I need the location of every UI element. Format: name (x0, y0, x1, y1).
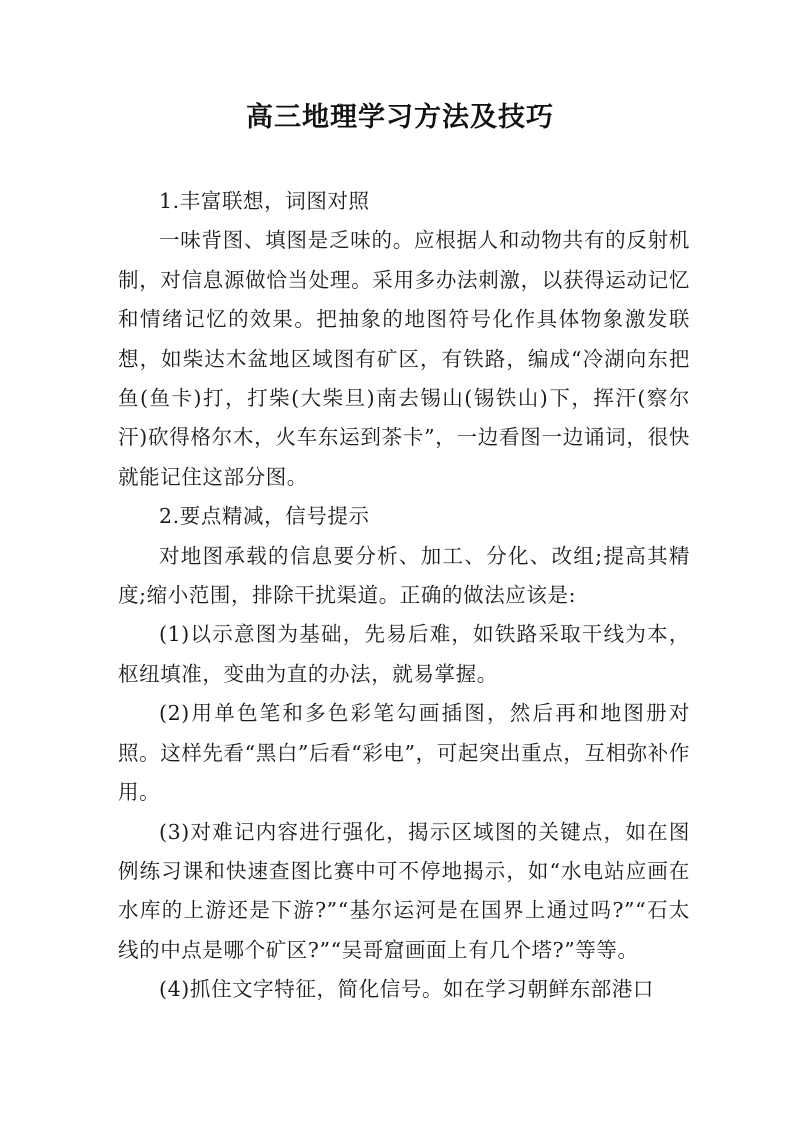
page-title: 高三地理学习方法及技巧 (246, 102, 554, 133)
document-body (118, 182, 690, 1010)
paragraph-item-1: (1)以示意图为基础，先易后难，如铁路采取干线为本，枢纽填准，变曲为直的办法，就易掌握。 (118, 622, 690, 686)
section-heading-1: 1.丰富联想，词图对照 (159, 189, 370, 213)
paragraph-item-4: (4)抓住文字特征，简化信号。如在学习朝鲜东部港口 (159, 977, 655, 1002)
paragraph-2: 对地图承载的信息要分析、加工、分化、改组;提高其精度;缩小范围，排除干扰渠道。正确的做法应该是: (118, 543, 690, 608)
section-heading-2: 2.要点精减，信号提示 (159, 504, 370, 529)
paragraph-item-2: (2)用单色笔和多色彩笔勾画插图，然后再和地图册对照。这样先看“黑白”后看“彩电”，可起突出重点，互相弥补作用。 (118, 701, 690, 805)
paragraph-item-3: (3)对难记内容进行强化，揭示区域图的关键点，如在图例练习课和快速查图比赛中可不停地揭示，如“水电站应画在水库的上游还是下游?”“基尔运河是在国界上通过吗?”“石太线的中点是哪个矿区?”“吴哥窟画面上有几个塔?”等等。 (118, 819, 690, 962)
paragraph-1: 一味背图、填图是乏味的。应根据人和动物共有的反射机制，对信息源做恰当处理。采用多办法刺激，以获得运动记忆和情绪记忆的效果。把抽象的地图符号化作具体物象激发联想，如柴达木盆地区域图有矿区，有铁路，编成“冷湖向东把鱼(鱼卡)打，打柴(大柴旦)南去锡山(锡铁山)下，挥汗(察尔汗)砍得格尔木，火车东运到茶卡”，一边看图一边诵词，很快就能记住这部分图。 (118, 228, 690, 489)
